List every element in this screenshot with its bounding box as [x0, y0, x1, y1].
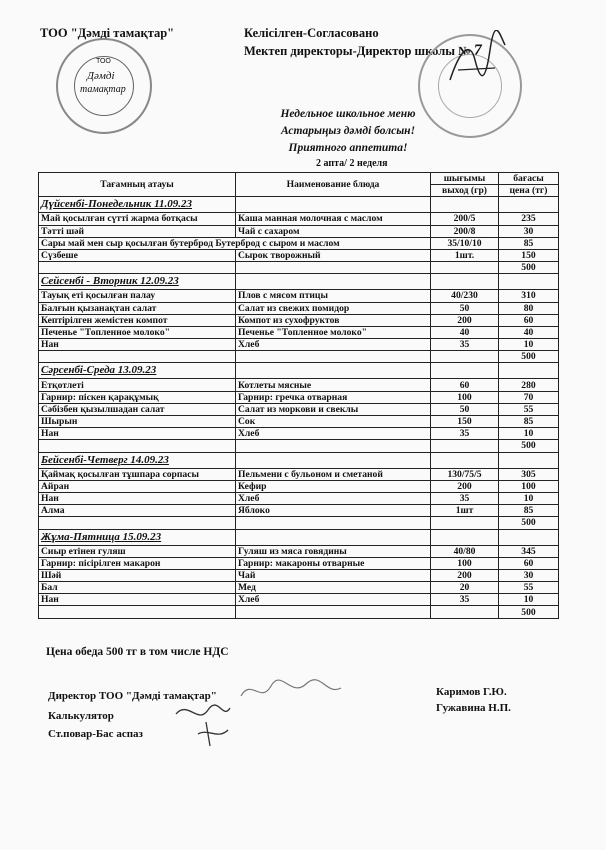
dish-price: 55 — [499, 403, 559, 415]
dish-name-ru: Салат из свежих помидор — [236, 302, 431, 314]
dish-price: 80 — [499, 302, 559, 314]
dish-price: 500 — [499, 440, 559, 452]
dish-name-kz: Шырын — [39, 416, 236, 428]
director-line-text: Мектеп директоры-Директор школы № — [244, 44, 471, 58]
dish-yield — [431, 351, 499, 363]
dish-name-kz: Нан — [39, 594, 236, 606]
dish-name-ru: Компот из сухофруктов — [236, 314, 431, 326]
table-row — [39, 545, 559, 557]
day-header-empty-cell — [431, 529, 499, 545]
director-title: Директор ТОО "Дәмді тамақтар" — [48, 690, 217, 702]
day-header-empty-cell — [431, 452, 499, 468]
dish-yield: 200/5 — [431, 213, 499, 225]
dish-name-kz: Кептірілген жемістен компот — [39, 314, 236, 326]
table-row — [39, 351, 559, 363]
dish-price: 100 — [499, 480, 559, 492]
dish-price: 235 — [499, 213, 559, 225]
col-yield-kz: шығымы — [431, 173, 499, 185]
company-stamp — [56, 38, 152, 134]
day-header-empty-cell — [431, 197, 499, 213]
dish-name-kz — [39, 351, 236, 363]
day-header-empty-cell — [236, 529, 431, 545]
table-row — [39, 403, 559, 415]
day-header-row — [39, 363, 559, 379]
dish-yield: 60 — [431, 379, 499, 391]
table-row — [39, 569, 559, 581]
dish-name-kz: Етқотлеті — [39, 379, 236, 391]
dish-price: 40 — [499, 326, 559, 338]
dish-price: 30 — [499, 569, 559, 581]
dish-yield: 100 — [431, 391, 499, 403]
dish-name-ru: Мед — [236, 582, 431, 594]
intro-line-1: Недельное школьное меню — [280, 108, 416, 120]
day-header-empty-cell — [499, 274, 559, 290]
dish-price: 10 — [499, 339, 559, 351]
dish-name-ru: Кефир — [236, 480, 431, 492]
dish-price: 10 — [499, 428, 559, 440]
day-header-empty-cell — [499, 452, 559, 468]
dish-name-kz: Нан — [39, 492, 236, 504]
day-header-empty-cell — [431, 363, 499, 379]
day-header-row — [39, 197, 559, 213]
dish-yield: 1шт — [431, 505, 499, 517]
dish-name-kz: Нан — [39, 339, 236, 351]
dish-name-kz: Сүзбеше — [39, 249, 236, 261]
dish-yield: 100 — [431, 557, 499, 569]
table-row — [39, 557, 559, 569]
col-price-ru: цена (тг) — [499, 185, 559, 197]
dish-name-kz — [39, 606, 236, 618]
dish-price: 280 — [499, 379, 559, 391]
dish-yield: 35/10/10 — [431, 237, 499, 249]
calculator-signature — [168, 700, 238, 750]
dish-yield — [431, 262, 499, 274]
day-title: Дүйсенбі-Понедельник 11.09.23 — [39, 197, 236, 213]
approved-label: Келісілген-Согласовано — [244, 26, 379, 40]
dish-yield: 35 — [431, 339, 499, 351]
dish-yield: 200 — [431, 480, 499, 492]
dish-name-ru: Плов с мясом птицы — [236, 290, 431, 302]
col-price-kz: бағасы — [499, 173, 559, 185]
signer-name-2: Гужавина Н.П. — [436, 702, 511, 714]
dish-name-kz: Тауық еті қосылған палау — [39, 290, 236, 302]
dish-name-kz: Тәтті шәй — [39, 225, 236, 237]
dish-yield: 35 — [431, 428, 499, 440]
table-row — [39, 440, 559, 452]
day-header-empty-cell — [499, 197, 559, 213]
table-row — [39, 505, 559, 517]
dish-name-kz: Айран — [39, 480, 236, 492]
dish-yield: 150 — [431, 416, 499, 428]
dish-price: 310 — [499, 290, 559, 302]
day-header-row — [39, 274, 559, 290]
table-row — [39, 225, 559, 237]
dish-name-kz: Гарнир: пісірілген макарон — [39, 557, 236, 569]
dish-name-ru — [236, 262, 431, 274]
signer-name-1: Каримов Г.Ю. — [436, 686, 507, 698]
dish-yield: 35 — [431, 492, 499, 504]
dish-name-ru — [236, 606, 431, 618]
stamp-org: ТОО — [96, 58, 111, 65]
table-row — [39, 606, 559, 618]
dish-price: 345 — [499, 545, 559, 557]
school-number: 7 — [473, 42, 482, 59]
dish-name-ru: Котлеты мясные — [236, 379, 431, 391]
dish-price: 55 — [499, 582, 559, 594]
table-row — [39, 326, 559, 338]
dish-name-kz: Бал — [39, 582, 236, 594]
day-title: Сейсенбі - Вторник 12.09.23 — [39, 274, 236, 290]
dish-name-ru: Сырок творожный — [236, 249, 431, 261]
dish-name-kz: Печенье "Топленное молоко" — [39, 326, 236, 338]
dish-name-kz: Шәй — [39, 569, 236, 581]
dish-yield: 1шт. — [431, 249, 499, 261]
table-row — [39, 582, 559, 594]
col-name-ru: Наименование блюда — [236, 173, 431, 197]
dish-price: 500 — [499, 517, 559, 529]
dish-price: 60 — [499, 314, 559, 326]
dish-price: 85 — [499, 505, 559, 517]
table-row — [39, 339, 559, 351]
table-row — [39, 213, 559, 225]
table-row — [39, 480, 559, 492]
dish-name-ru: Печенье "Топленное молоко" — [236, 326, 431, 338]
dish-price: 30 — [499, 225, 559, 237]
day-title: Бейсенбі-Четверг 14.09.23 — [39, 452, 236, 468]
day-title: Жұма-Пятница 15.09.23 — [39, 529, 236, 545]
dish-name-kz: Алма — [39, 505, 236, 517]
dish-name-ru: Сок — [236, 416, 431, 428]
dish-yield: 40/80 — [431, 545, 499, 557]
dish-price: 305 — [499, 468, 559, 480]
intro-line-3: Приятного аппетита! — [288, 142, 408, 154]
day-header-empty-cell — [236, 197, 431, 213]
dish-yield: 40/230 — [431, 290, 499, 302]
dish-name-kz: Сары май мен сыр қосылған бутерброд Бутерброд с сыром и маслом — [39, 237, 431, 249]
dish-yield: 35 — [431, 594, 499, 606]
dish-yield — [431, 440, 499, 452]
table-row — [39, 262, 559, 274]
dish-name-ru: Пельмени с бульоном и сметаной — [236, 468, 431, 480]
dish-name-kz: Нан — [39, 428, 236, 440]
day-header-empty-cell — [236, 274, 431, 290]
menu-table — [38, 172, 559, 619]
dish-name-kz: Балғын қызанақтан салат — [39, 302, 236, 314]
dish-name-kz: Қаймақ қосылған тұшпара сорпасы — [39, 468, 236, 480]
dish-price: 500 — [499, 351, 559, 363]
table-row — [39, 428, 559, 440]
dish-name-kz — [39, 440, 236, 452]
dish-yield: 50 — [431, 302, 499, 314]
dish-price: 70 — [499, 391, 559, 403]
dish-name-ru: Чай — [236, 569, 431, 581]
dish-name-ru — [236, 351, 431, 363]
dish-yield: 200 — [431, 314, 499, 326]
dish-name-kz: Май қосылған сүтті жарма ботқасы — [39, 213, 236, 225]
dish-name-ru: Хлеб — [236, 428, 431, 440]
dish-name-ru: Хлеб — [236, 594, 431, 606]
dish-price: 85 — [499, 237, 559, 249]
dish-name-ru — [236, 440, 431, 452]
table-row — [39, 468, 559, 480]
dish-price: 500 — [499, 262, 559, 274]
table-header-row — [39, 173, 559, 185]
table-row — [39, 302, 559, 314]
stamp-name-2: тамақтар — [80, 84, 126, 95]
table-row — [39, 594, 559, 606]
table-row — [39, 416, 559, 428]
col-yield-ru: выход (гр) — [431, 185, 499, 197]
dish-name-ru — [236, 517, 431, 529]
dish-name-kz — [39, 517, 236, 529]
dish-name-ru: Чай с сахаром — [236, 225, 431, 237]
day-header-empty-cell — [499, 363, 559, 379]
dish-name-ru: Яблоко — [236, 505, 431, 517]
dish-name-kz — [39, 262, 236, 274]
dish-name-ru: Гуляш из мяса говядины — [236, 545, 431, 557]
dish-price: 150 — [499, 249, 559, 261]
company-name: ТОО "Дәмді тамақтар" — [40, 26, 175, 40]
dish-name-ru: Салат из моркови и свеклы — [236, 403, 431, 415]
dish-name-ru: Хлеб — [236, 492, 431, 504]
dish-price: 500 — [499, 606, 559, 618]
dish-price: 10 — [499, 594, 559, 606]
table-row — [39, 379, 559, 391]
table-row — [39, 492, 559, 504]
table-row — [39, 517, 559, 529]
day-header-empty-cell — [236, 452, 431, 468]
price-note: Цена обеда 500 тг в том числе НДС — [46, 646, 229, 658]
dish-name-ru: Хлеб — [236, 339, 431, 351]
table-row — [39, 237, 559, 249]
dish-yield: 20 — [431, 582, 499, 594]
dish-yield: 200/8 — [431, 225, 499, 237]
dish-yield: 130/75/5 — [431, 468, 499, 480]
stamp-name-1: Дәмді — [87, 70, 115, 82]
day-header-empty-cell — [236, 363, 431, 379]
table-row — [39, 314, 559, 326]
chef-title: Ст.повар-Бас аспаз — [48, 728, 143, 740]
dish-yield: 200 — [431, 569, 499, 581]
dish-yield: 50 — [431, 403, 499, 415]
day-header-row — [39, 529, 559, 545]
day-header-row — [39, 452, 559, 468]
director-signature — [440, 30, 510, 90]
col-name-kz: Тағамның атауы — [39, 173, 236, 197]
week-label: 2 апта/ 2 неделя — [316, 158, 388, 169]
dish-yield — [431, 606, 499, 618]
calculator-title: Калькулятор — [48, 710, 114, 722]
table-row — [39, 290, 559, 302]
table-row — [39, 249, 559, 261]
day-title: Сәрсенбі-Среда 13.09.23 — [39, 363, 236, 379]
intro-line-2: Астарыңыз дәмді болсын! — [280, 125, 416, 137]
director-ceo-signature — [236, 676, 346, 706]
dish-name-kz: Сәбізбен қызылшадан салат — [39, 403, 236, 415]
dish-yield: 40 — [431, 326, 499, 338]
dish-name-ru: Гарнир: макароны отварные — [236, 557, 431, 569]
dish-price: 10 — [499, 492, 559, 504]
dish-name-kz: Гарнир: піскен қарақұмық — [39, 391, 236, 403]
dish-price: 60 — [499, 557, 559, 569]
dish-name-kz: Сиыр етінен гуляш — [39, 545, 236, 557]
dish-name-ru: Каша манная молочная с маслом — [236, 213, 431, 225]
dish-yield — [431, 517, 499, 529]
dish-name-ru: Гарнир: гречка отварная — [236, 391, 431, 403]
day-header-empty-cell — [499, 529, 559, 545]
dish-price: 85 — [499, 416, 559, 428]
table-row — [39, 391, 559, 403]
day-header-empty-cell — [431, 274, 499, 290]
